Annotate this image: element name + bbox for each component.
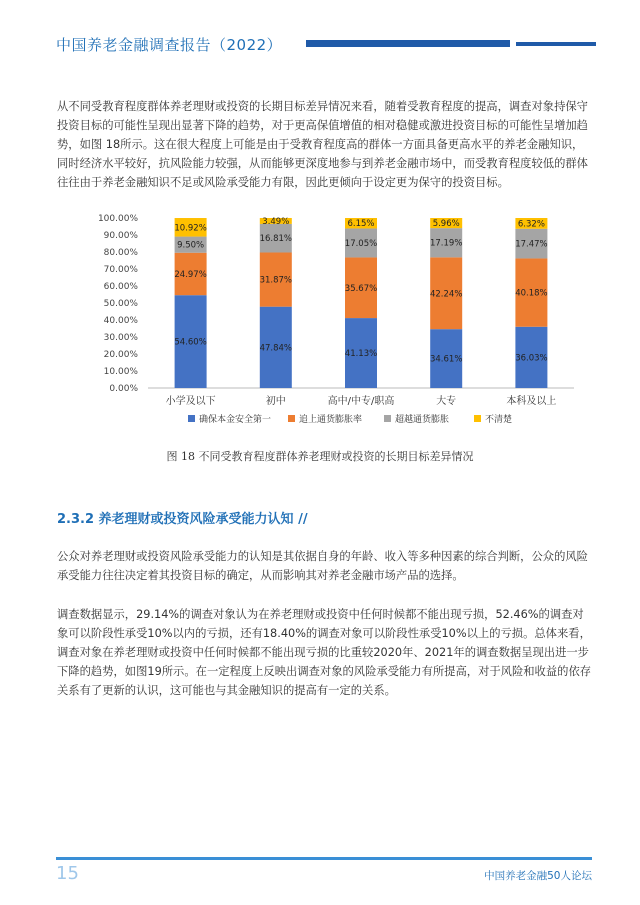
y-tick-label: 60.00% xyxy=(103,282,138,292)
data-label: 31.87% xyxy=(259,275,293,286)
y-tick-label: 0.00% xyxy=(109,384,138,394)
data-label: 6.15% xyxy=(347,219,375,230)
data-label: 24.97% xyxy=(174,269,207,280)
x-tick-label: 小学及以下 xyxy=(165,396,216,407)
y-tick-label: 20.00% xyxy=(103,350,138,360)
data-label: 3.49% xyxy=(262,216,290,227)
y-tick-label: 40.00% xyxy=(103,316,138,326)
stacked-bar-chart xyxy=(88,208,586,438)
data-label: 41.13% xyxy=(344,349,378,360)
data-label: 35.67% xyxy=(344,283,378,294)
header-bar-thin xyxy=(516,42,596,46)
legend-label: 不清楚 xyxy=(485,415,513,425)
data-label: 9.50% xyxy=(177,240,205,251)
data-label: 16.81% xyxy=(259,234,293,245)
body-paragraph-1: 从不同受教育程度群体养老理财或投资的长期目标差异情况来看，随着受教育程度的提高，调查对象持保守投资目标的可能性呈现出显著下降的趋势，对于更高保值增值的相对稳健或激进投资目标的可能性呈增加趋势，如图 18所示。这在很大程度上可能是由于受教育程度高的群体一方面具备更高水平的养老金融知识，同时经济水平较好，抗风险能力较强，从而能够更深度地参与到养老金融市场中，而受教育程度较低的群体往往由于养老金融知识不足或风险承受能力有限，因此更倾向于设定更为保守的投资目标。 xyxy=(57,100,588,189)
body-paragraph-2: 公众对养老理财或投资风险承受能力的认知是其依据自身的年龄、收入等多种因素的综合判断，公众的风险承受能力往往决定着其投资目标的确定，从而影响其对养老金融市场产品的选择。 xyxy=(57,550,588,582)
legend-label: 追上通货膨胀率 xyxy=(299,415,363,425)
page-number: 15 xyxy=(56,863,79,884)
legend-swatch xyxy=(384,415,391,422)
header-bar-thick xyxy=(306,40,510,47)
data-label: 34.61% xyxy=(429,354,463,365)
data-label: 5.96% xyxy=(432,219,460,230)
y-tick-label: 10.00% xyxy=(103,367,138,377)
body-paragraph-3: 调查数据显示，29.14%的调查对象认为在养老理财或投资中任何时候都不能出现亏损，52.46%的调查对象可以阶段性承受10%以内的亏损，还有18.40%的调查对象可以阶段性承受10%以上的亏损。总体来看，调查对象在养老理财或投资中任何时候都不能出现亏损的比重较2020年、2021年的调查数据呈现出进一步下降的趋势，如图19所示。在一定程度上反映出调查对象的风险承受能力有所提高，对于风险和收益的依存关系有了更新的认识，这可能也与其金融知识的提高有一定的关系。 xyxy=(57,608,592,697)
section-heading: 2.3.2 养老理财或投资风险承受能力认知 // xyxy=(57,512,308,527)
data-label: 40.18% xyxy=(515,288,548,299)
data-label: 42.24% xyxy=(429,289,463,300)
y-tick-label: 50.00% xyxy=(103,299,138,309)
x-tick-label: 大专 xyxy=(436,396,457,407)
footer-divider xyxy=(56,857,592,860)
legend-swatch xyxy=(188,415,195,422)
figure-caption: 图 18 不同受教育程度群体养老理财或投资的长期目标差异情况 xyxy=(166,450,474,463)
legend-swatch xyxy=(288,415,295,422)
data-label: 6.32% xyxy=(517,219,545,230)
data-label: 17.47% xyxy=(515,239,548,250)
data-label: 54.60% xyxy=(174,337,207,348)
y-tick-label: 70.00% xyxy=(103,265,138,275)
legend-label: 确保本金安全第一 xyxy=(199,415,272,425)
x-tick-label: 高中/中专/职高 xyxy=(327,396,395,407)
data-label: 36.03% xyxy=(515,353,548,364)
data-label: 10.92% xyxy=(174,223,207,234)
legend-label: 超越通货膨胀 xyxy=(395,415,450,425)
legend-swatch xyxy=(474,415,481,422)
y-tick-label: 80.00% xyxy=(103,248,138,258)
data-label: 47.84% xyxy=(259,343,293,354)
header-title: 中国养老金融调查报告（2022） xyxy=(56,36,283,54)
data-label: 17.05% xyxy=(344,238,378,249)
footer-organization: 中国养老金融50人论坛 xyxy=(484,870,592,882)
x-tick-label: 初中 xyxy=(265,396,286,407)
data-label: 17.19% xyxy=(429,238,463,249)
x-tick-label: 本科及以上 xyxy=(506,396,557,407)
y-tick-label: 90.00% xyxy=(103,231,138,241)
y-tick-label: 100.00% xyxy=(97,214,138,224)
y-tick-label: 30.00% xyxy=(103,333,138,343)
